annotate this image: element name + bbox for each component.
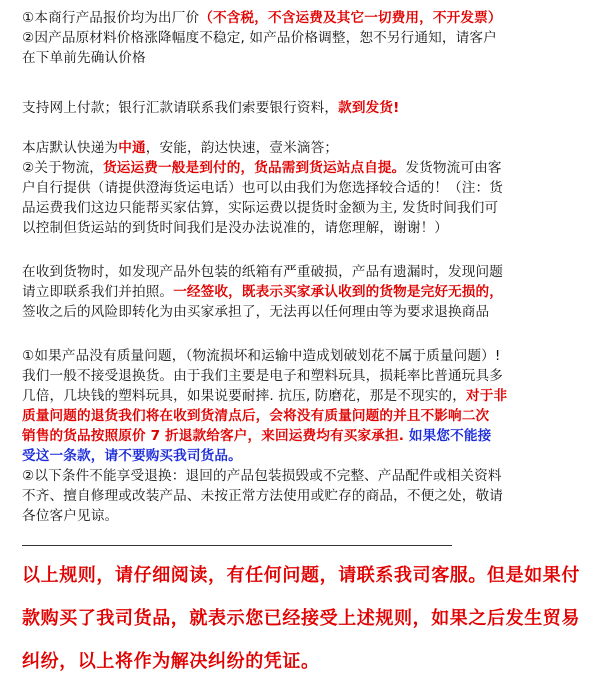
- payment-emphasis: 款到发货!: [338, 100, 400, 116]
- courier-text: 本店默认快递为: [22, 140, 119, 156]
- logistics-line: [22, 158, 502, 178]
- logistics-text: ②关于物流，: [22, 160, 104, 176]
- returns-line: ②以下条件不能享受退换：退回的产品包装损毁或不完整、产品配件或相关资料: [22, 468, 502, 484]
- returns-emphasis: 销售的货品按照原价 7 折退款给客户，来回运费均有买家承担.: [22, 428, 405, 444]
- payment-line: [22, 98, 399, 118]
- returns-line: [22, 426, 491, 446]
- final-notice-line: 以上规则，请仔细阅读，有任何问题，请联系我司客服。但是如果付: [22, 565, 580, 586]
- returns-blue-notice: 如果您不能接: [404, 428, 492, 444]
- returns-line: 各位客户见谅。: [22, 508, 119, 524]
- courier-line: [22, 138, 338, 158]
- price-note-emphasis: （不含税，不含运费及其它一切费用，不开发票）: [199, 10, 502, 26]
- returns-emphasis-line: 质量问题的退货我们将在收到货清点后，会将没有质量问题的并且不影响二次: [22, 408, 490, 424]
- receipt-line: [22, 282, 503, 302]
- returns-line: [22, 386, 507, 406]
- final-notice-line: 纠纷，以上将作为解决纠纷的凭证。: [22, 651, 320, 672]
- logistics-line: 品运费我们这边只能帮买家估算，实际运费以提货时金额为主, 发货时间我们可: [22, 200, 499, 216]
- divider: [22, 545, 452, 546]
- price-note-line: [22, 8, 502, 28]
- logistics-emphasis: 货运运费一般是到付的，货品需到货运站点自提。: [103, 160, 406, 176]
- returns-emphasis: 对于非: [465, 388, 508, 404]
- price-confirm-line: 在下单前先确认价格: [22, 50, 146, 66]
- returns-text: 几倍，几块钱的塑料玩具，如果说要耐摔. 抗压, 防磨花，那是不现实的，: [22, 388, 466, 404]
- final-notice-line: 款购买了我司货品，就表示您已经接受上述规则，如果之后发生贸易: [22, 608, 580, 629]
- returns-blue-notice-line: 受这一条款，请不要购买我司货品。: [22, 448, 242, 464]
- returns-line: 我们一般不接受退换货。由于我们主要是电子和塑料玩具，损耗率比普通玩具多: [22, 368, 504, 384]
- receipt-line: 签收之后的风险即转化为由买家承担了，无法再以任何理由等为要求退换商品: [22, 304, 490, 320]
- receipt-text: 请立即联系我们并拍照。: [22, 284, 174, 300]
- receipt-line: 在收到货物时，如发现产品外包装的纸箱有严重破损，产品有遗漏时，发现问题: [22, 264, 504, 280]
- courier-default: 中通: [118, 140, 146, 156]
- price-note-text: ①本商行产品报价均为出厂价: [22, 10, 200, 26]
- returns-line: ①如果产品没有质量问题，（物流损坏和运输中造成划破划花不属于质量问题）!: [22, 348, 501, 364]
- receipt-emphasis: 一经签收，既表示买家承认收到的货物是完好无损的，: [173, 284, 504, 300]
- payment-text: 支持网上付款；银行汇款请联系我们索要银行资料，: [22, 100, 339, 116]
- returns-line: 不齐、擅自修理或改装产品、未按正常方法使用或贮存的商品，不便之处，敬请: [22, 488, 504, 504]
- courier-others: ，安能，韵达快速，壹米滴答；: [145, 140, 339, 156]
- price-change-line: ②因产品原材料价格涨降幅度不稳定, 如产品价格调整，恕不另行通知，请客户: [22, 30, 497, 46]
- logistics-line: 以控制但货运站的到货时间我们是没办法说准的，请您理解，谢谢！）: [22, 220, 449, 236]
- logistics-line: 户自行提供（请提供澄海货运电话）也可以由我们为您选择较合适的！（注：货: [22, 180, 504, 196]
- logistics-text-end: 发货物流可由客: [405, 160, 502, 176]
